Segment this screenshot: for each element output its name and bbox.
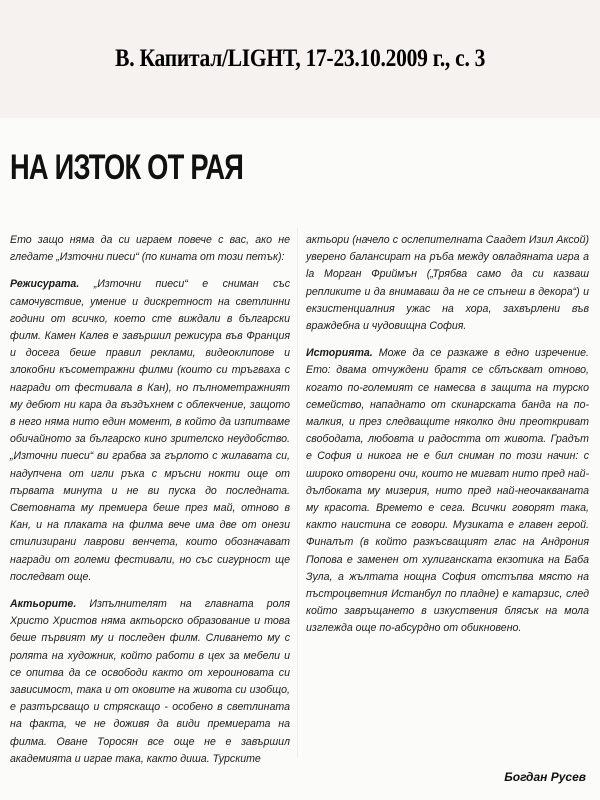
column-divider (297, 228, 298, 758)
section-actors-heading: Актьорите. (10, 598, 77, 611)
article-title: НА ИЗТОК ОТ РАЯ (10, 148, 244, 187)
article-column-left (10, 232, 290, 772)
section-actors-continued: актьори (начело с ослепителната Саадет Изил Аксой) уверено балансират на ръба между овладяната игра а la Морган Фриймън („Трябва само да си казваш репликите и да внимаваш да не се спънеш в декора“) и екзистенциалния ужас на хора, захвърлени във враждебна и чудовищна София. (306, 234, 589, 333)
article-page (0, 118, 600, 800)
section-directing (10, 276, 290, 586)
author-signature: Богдан Русев (504, 770, 586, 784)
section-story (306, 345, 589, 637)
section-actors (10, 596, 290, 768)
article-intro: Ето защо няма да си играем повече с вас, ако не гледате „Източни пиеси“ (по кината от този петък): (10, 234, 290, 264)
clipping-source-title: В. Капитал/LIGHT, 17-23.10.2009 г., с. 3 (114, 45, 486, 72)
section-story-text: Може да се разкаже в едно изречение. Ето: двама отчуждени братя се сблъскват отново, когато по-големият се намесва в защита на турско семейство, нападнато от скинарската банда на по-малкия, и през следващите няколко дни преоткриват свободата, любовта и радостта от живота. Градът е София и никога не е бил сниман по този начин: с широко отворени очи, които не мигват нито пред най-дълбоката му мизерия, нито пред най-неочакваната му красота. Времето е сега. Всички говорят така, както наистина се говори. Музиката е главен герой. Финалът (в който разкъсващият глас на Андрония Попова е заменен от хулиганската екзотика на Баба Зула, а жълтата нощна София отстъпва място на пъстроцветния Истанбул по пладне) е катарзис, след който завръщането в изкуствения блясък на мола изглежда още по-абсурдно от обикновено. (306, 347, 589, 635)
section-actors-text: Изпълнителят на главната роля Христо Христов няма актьорско образование и това беше първият му и последен филм. Сливането му с ролята на художник, който работи в цех за мебели и се опитва да се освободи както от хероиновата си зависимост, така и от оковите на живота си изобщо, е разтърсващо и стряскащо - особено в светлината на факта, че не доживя да види премиерата на филма. Оване Торосян все още не е завършил академията и играе така, както диша. Турските (10, 598, 290, 765)
clipping-header (0, 0, 600, 118)
section-directing-text: „Източни пиеси“ е сниман със самочувствие, умение и дискретност на светлинни години от всичко, което сте виждали в български филм. Камен Калев е завършил режисура във Франция и досега беше правил реклами, видеоклипове и злокобни късометражни филми (които си тръгваха с награди от фестивала в Кан), но пълнометражният му дебют ни кара да въздъхнем с облекчение, защото в него няма нито един момент, в който да изпитваме обичайното за българско кино зрителско неудобство. „Източни пиеси“ ви грабва за гърлото с жилавата си, надупчена от игли ръка с мръсни нокти още от първата минута и не ви пуска до последната. Световната му премиера беше през май, отново в Кан, и на плаката на филма вече има две от онези стилизирани лаврови венчета, които обозначават награди от големи фестивали, но със сигурност ще последват още. (10, 278, 290, 583)
section-story-heading: Историята. (306, 347, 373, 360)
article-column-right (306, 232, 589, 642)
section-directing-heading: Режисурата. (10, 278, 80, 291)
